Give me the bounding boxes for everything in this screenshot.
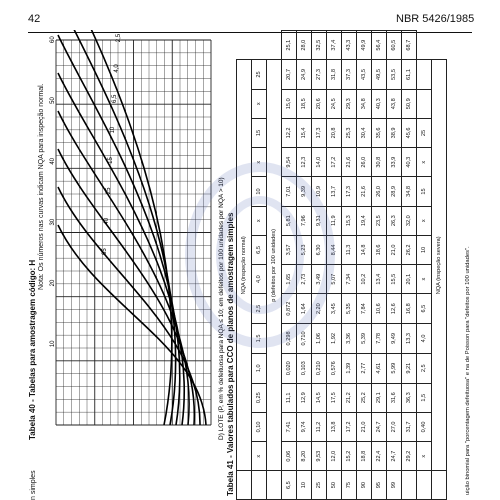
value-cell: 3,45 xyxy=(327,294,342,324)
value-cell: 13,3 xyxy=(402,324,417,354)
value-cell: 30,8 xyxy=(372,148,387,177)
value-cell: 12,3 xyxy=(297,148,312,177)
header-cell xyxy=(417,60,432,89)
value-cell: 60,5 xyxy=(387,31,402,60)
value-cell: 5,39 xyxy=(357,324,372,354)
value-cell: 31,6 xyxy=(387,383,402,412)
value-cell: 1,65 xyxy=(282,265,297,294)
curve-label: 4,0 xyxy=(114,64,120,73)
value-cell: 28,9 xyxy=(387,177,402,206)
value-cell: 9,53 xyxy=(312,442,327,471)
value-cell: 31,7 xyxy=(402,412,417,441)
value-cell: 15,0 xyxy=(282,89,297,118)
table-row xyxy=(372,31,387,500)
oc-curve-2 xyxy=(58,149,194,425)
value-cell: 7,01 xyxy=(282,177,297,206)
nqa-cell: 0,40 xyxy=(417,412,432,441)
value-cell: 11,1 xyxy=(282,383,297,412)
value-cell: 5,07 xyxy=(327,265,342,294)
nqa-cell: x xyxy=(417,148,432,177)
value-cell: 3,57 xyxy=(282,235,297,264)
nqa-cell: 10 xyxy=(252,177,267,206)
value-cell: 9,74 xyxy=(297,412,312,441)
value-cell: 28,0 xyxy=(297,31,312,60)
nqa-cell: x xyxy=(417,206,432,235)
value-cell: 15,5 xyxy=(387,265,402,294)
value-cell: 26,3 xyxy=(387,206,402,235)
truncated-left-text: n simples xyxy=(30,470,37,500)
value-cell: 10,2 xyxy=(357,265,372,294)
value-cell: 61,1 xyxy=(402,60,417,89)
nqa-cell: 15 xyxy=(417,177,432,206)
header-normal: NQA (inspeção normal) xyxy=(237,60,252,471)
value-cell: 37,4 xyxy=(327,31,342,60)
watermark-logo xyxy=(185,160,335,350)
pa-cell: 10 xyxy=(297,471,312,500)
nqa-cell: 10 xyxy=(417,235,432,264)
value-cell: 4,61 xyxy=(372,353,387,383)
pa-cell: 6,5 xyxy=(282,471,297,500)
nqa-cell: 2,5 xyxy=(252,294,267,324)
document-id: NBR 5426/1985 xyxy=(396,13,475,25)
value-cell: 18,5 xyxy=(297,89,312,118)
pa-cell: 25 xyxy=(312,471,327,500)
value-cell: 68,7 xyxy=(402,31,417,60)
value-cell: 53,5 xyxy=(387,60,402,89)
value-cell: 17,3 xyxy=(342,177,357,206)
value-cell: 10,9 xyxy=(312,177,327,206)
header-cell xyxy=(252,471,267,500)
nqa-cell: 1,0 xyxy=(252,353,267,383)
value-cell: 33,9 xyxy=(387,148,402,177)
table-footnote: uição binomial para "porcentagem defeituosa" e na de Poisson para "defeitos por 100 unidades". xyxy=(465,246,471,495)
value-cell: 5,23 xyxy=(297,235,312,264)
table40-note: Nota: Os números nas curvas indicam NQA para inspeção normal. xyxy=(38,83,45,290)
value-cell: 1,92 xyxy=(327,324,342,354)
value-cell: 40,3 xyxy=(402,148,417,177)
value-cell: 29,3 xyxy=(342,89,357,118)
value-cell: 18,6 xyxy=(372,235,387,264)
value-cell: 11,2 xyxy=(312,412,327,441)
nqa-cell: 25 xyxy=(252,60,267,89)
nqa-cell: 0,25 xyxy=(252,383,267,412)
value-cell: 7,41 xyxy=(282,412,297,441)
curve-label: 15 xyxy=(108,157,114,164)
value-cell: 27,0 xyxy=(387,412,402,441)
nqa-cell: 6,5 xyxy=(417,294,432,324)
table-row xyxy=(387,31,402,500)
value-cell: 2,20 xyxy=(312,294,327,324)
value-cell: 34,8 xyxy=(357,89,372,118)
value-cell: 7,78 xyxy=(372,324,387,354)
chart-scale-label: 20 xyxy=(50,279,56,287)
value-cell: 22,4 xyxy=(372,442,387,471)
value-cell: 37,3 xyxy=(342,60,357,89)
nqa-cell: 0,10 xyxy=(252,412,267,441)
value-cell: 12,9 xyxy=(297,383,312,412)
nqa-cell: 25 xyxy=(417,118,432,147)
value-cell: 21,6 xyxy=(342,148,357,177)
page-number: 42 xyxy=(28,13,41,25)
curve-label: 25 xyxy=(106,187,112,195)
value-cell: 21,2 xyxy=(342,383,357,412)
value-cell: 1,64 xyxy=(297,294,312,324)
curve-label: 65 xyxy=(102,248,108,255)
value-cell: 12,2 xyxy=(282,118,297,147)
table-row xyxy=(402,31,417,500)
value-cell: 1,06 xyxy=(312,324,327,354)
value-cell: 17,2 xyxy=(327,148,342,177)
value-cell: 11,9 xyxy=(327,206,342,235)
value-cell: 49,9 xyxy=(357,31,372,60)
nqa-cell: 4,0 xyxy=(252,265,267,294)
header-cell: x xyxy=(252,442,267,471)
value-cell: 11,3 xyxy=(342,235,357,264)
value-cell: 17,2 xyxy=(342,412,357,441)
value-cell: 18,8 xyxy=(357,442,372,471)
curve-label: 2,5 xyxy=(116,33,122,43)
table-nqa-bottom-row xyxy=(417,31,432,500)
value-cell: 8,44 xyxy=(327,235,342,264)
header-cell xyxy=(417,471,432,500)
value-cell: 24,5 xyxy=(327,89,342,118)
nqa-cell: 2,5 xyxy=(417,353,432,383)
nqa-cell: 15 xyxy=(252,118,267,147)
nqa-cell: 4,0 xyxy=(417,324,432,354)
nqa-cell: 1,5 xyxy=(252,324,267,354)
header-cell xyxy=(432,471,447,500)
header-cell: x xyxy=(417,442,432,471)
value-cell: 0,872 xyxy=(282,294,297,324)
value-cell: 2,73 xyxy=(297,265,312,294)
value-cell: 2,77 xyxy=(357,353,372,383)
nqa-cell: x xyxy=(252,206,267,235)
value-cell: 26,0 xyxy=(372,177,387,206)
value-cell: 15,4 xyxy=(297,118,312,147)
value-cell: 25,2 xyxy=(357,383,372,412)
value-cell: 5,35 xyxy=(342,294,357,324)
value-cell: 9,21 xyxy=(402,353,417,383)
oc-curve-3 xyxy=(58,111,189,425)
value-cell: 32,5 xyxy=(312,31,327,60)
chart-scale-label: 10 xyxy=(50,340,56,348)
value-cell: 14,5 xyxy=(312,383,327,412)
value-cell: 16,8 xyxy=(402,294,417,324)
pa-cell: 50 xyxy=(327,471,342,500)
value-cell: 9,54 xyxy=(282,148,297,177)
value-cell: 24,7 xyxy=(372,412,387,441)
value-cell: 12,6 xyxy=(387,294,402,324)
nqa-cell: x xyxy=(417,265,432,294)
value-cell: 45,6 xyxy=(402,118,417,147)
value-cell: 25,1 xyxy=(282,31,297,60)
nqa-cell: 6,5 xyxy=(252,235,267,264)
value-cell: 34,8 xyxy=(402,177,417,206)
value-cell: 5,99 xyxy=(387,353,402,383)
pa-cell: 75 xyxy=(342,471,357,500)
nqa-cell: x xyxy=(252,148,267,177)
value-cell: 21,0 xyxy=(387,235,402,264)
value-cell: 35,6 xyxy=(372,118,387,147)
pa-cell: 95 xyxy=(372,471,387,500)
value-cell: 49,5 xyxy=(372,60,387,89)
value-cell: 26,2 xyxy=(402,235,417,264)
value-cell: 29,1 xyxy=(372,383,387,412)
oc-curve-7 xyxy=(58,30,172,425)
value-cell: 40,3 xyxy=(372,89,387,118)
value-cell: 8,20 xyxy=(297,442,312,471)
value-cell: 15,2 xyxy=(342,442,357,471)
value-cell: 13,7 xyxy=(327,177,342,206)
value-cell: 15,3 xyxy=(342,206,357,235)
value-cell: 20,7 xyxy=(282,60,297,89)
header-cell xyxy=(417,89,432,118)
table-row xyxy=(342,31,357,500)
table-row xyxy=(357,31,372,500)
chart-scale-label: 40 xyxy=(50,157,56,165)
curve-label: 40 xyxy=(104,217,110,225)
value-cell: 14,8 xyxy=(357,235,372,264)
nqa-cell: x xyxy=(252,89,267,118)
value-cell: 0,103 xyxy=(297,353,312,383)
pa-cell: 90 xyxy=(357,471,372,500)
value-cell: 21,6 xyxy=(357,177,372,206)
value-cell: 30,4 xyxy=(357,118,372,147)
unit-cell: p (defeitos por 100 unidades) xyxy=(267,60,282,471)
table-severa-row xyxy=(432,31,447,500)
value-cell: 9,39 xyxy=(297,177,312,206)
value-cell: 14,0 xyxy=(312,148,327,177)
value-cell: 0,710 xyxy=(297,324,312,354)
value-cell: 38,9 xyxy=(387,118,402,147)
value-cell: 0,020 xyxy=(282,353,297,383)
header-cell xyxy=(237,471,252,500)
chart-scale-label: 60 xyxy=(50,36,56,43)
value-cell: 50,9 xyxy=(402,89,417,118)
value-cell: 10,6 xyxy=(372,294,387,324)
value-cell: 17,3 xyxy=(312,118,327,147)
value-cell: 13,4 xyxy=(372,265,387,294)
nqa-cell: 1,5 xyxy=(417,383,432,412)
value-cell: 24,9 xyxy=(297,60,312,89)
value-cell: 43,5 xyxy=(357,60,372,89)
value-cell: 7,96 xyxy=(297,206,312,235)
header-cell xyxy=(267,471,282,500)
curve-label: 6,5 xyxy=(112,94,118,103)
value-cell: 31,8 xyxy=(327,60,342,89)
pa-cell xyxy=(402,471,417,500)
chart-x-label: D) LOTE (P, em % defeituosa para NQA ≤ 10; em defeitos por 100 unidades por NQA > 10) xyxy=(218,177,225,440)
value-cell: 32,0 xyxy=(402,206,417,235)
value-cell: 0,576 xyxy=(327,353,342,383)
value-cell: 0,06 xyxy=(282,442,297,471)
header-severa: NQA (inspeção severa) xyxy=(432,60,447,471)
curve-label: 10 xyxy=(110,126,116,134)
value-cell: 24,7 xyxy=(387,442,402,471)
value-cell: 43,8 xyxy=(387,89,402,118)
value-cell: 20,1 xyxy=(402,265,417,294)
value-cell: 7,84 xyxy=(357,294,372,324)
value-cell: 21,0 xyxy=(357,412,372,441)
value-cell: 23,5 xyxy=(372,206,387,235)
value-cell: 56,4 xyxy=(372,31,387,60)
value-cell: 7,34 xyxy=(342,265,357,294)
value-cell: 5,81 xyxy=(282,206,297,235)
value-cell: 13,8 xyxy=(327,412,342,441)
pa-cell: 99 xyxy=(387,471,402,500)
value-cell: 0,210 xyxy=(312,353,327,383)
value-cell: 29,2 xyxy=(402,442,417,471)
chart-scale-label: 50 xyxy=(50,97,56,104)
value-cell: 3,36 xyxy=(342,324,357,354)
value-cell: 20,8 xyxy=(327,118,342,147)
table40-title: Tabela 40 - Tabelas para amostragem código: H xyxy=(28,259,37,440)
oc-curve-4 xyxy=(58,73,184,425)
value-cell: 9,31 xyxy=(312,206,327,235)
table41-title: Tabela 41 - Valores tabulados para CCO de planos de amostragem simples xyxy=(226,212,235,496)
value-cell: 6,30 xyxy=(312,235,327,264)
value-cell: 36,3 xyxy=(402,383,417,412)
value-cell: 9,49 xyxy=(387,324,402,354)
value-cell: 27,3 xyxy=(312,60,327,89)
value-cell: 12,0 xyxy=(327,442,342,471)
value-cell: 17,5 xyxy=(327,383,342,412)
value-cell: 0,298 xyxy=(282,324,297,354)
value-cell: 19,4 xyxy=(357,206,372,235)
value-cell: 26,0 xyxy=(357,148,372,177)
value-cell: 1,39 xyxy=(342,353,357,383)
value-cell: 3,49 xyxy=(312,265,327,294)
value-cell: 43,3 xyxy=(342,31,357,60)
value-cell: 20,6 xyxy=(312,89,327,118)
value-cell: 25,3 xyxy=(342,118,357,147)
chart-scale-label: 30 xyxy=(50,218,56,226)
